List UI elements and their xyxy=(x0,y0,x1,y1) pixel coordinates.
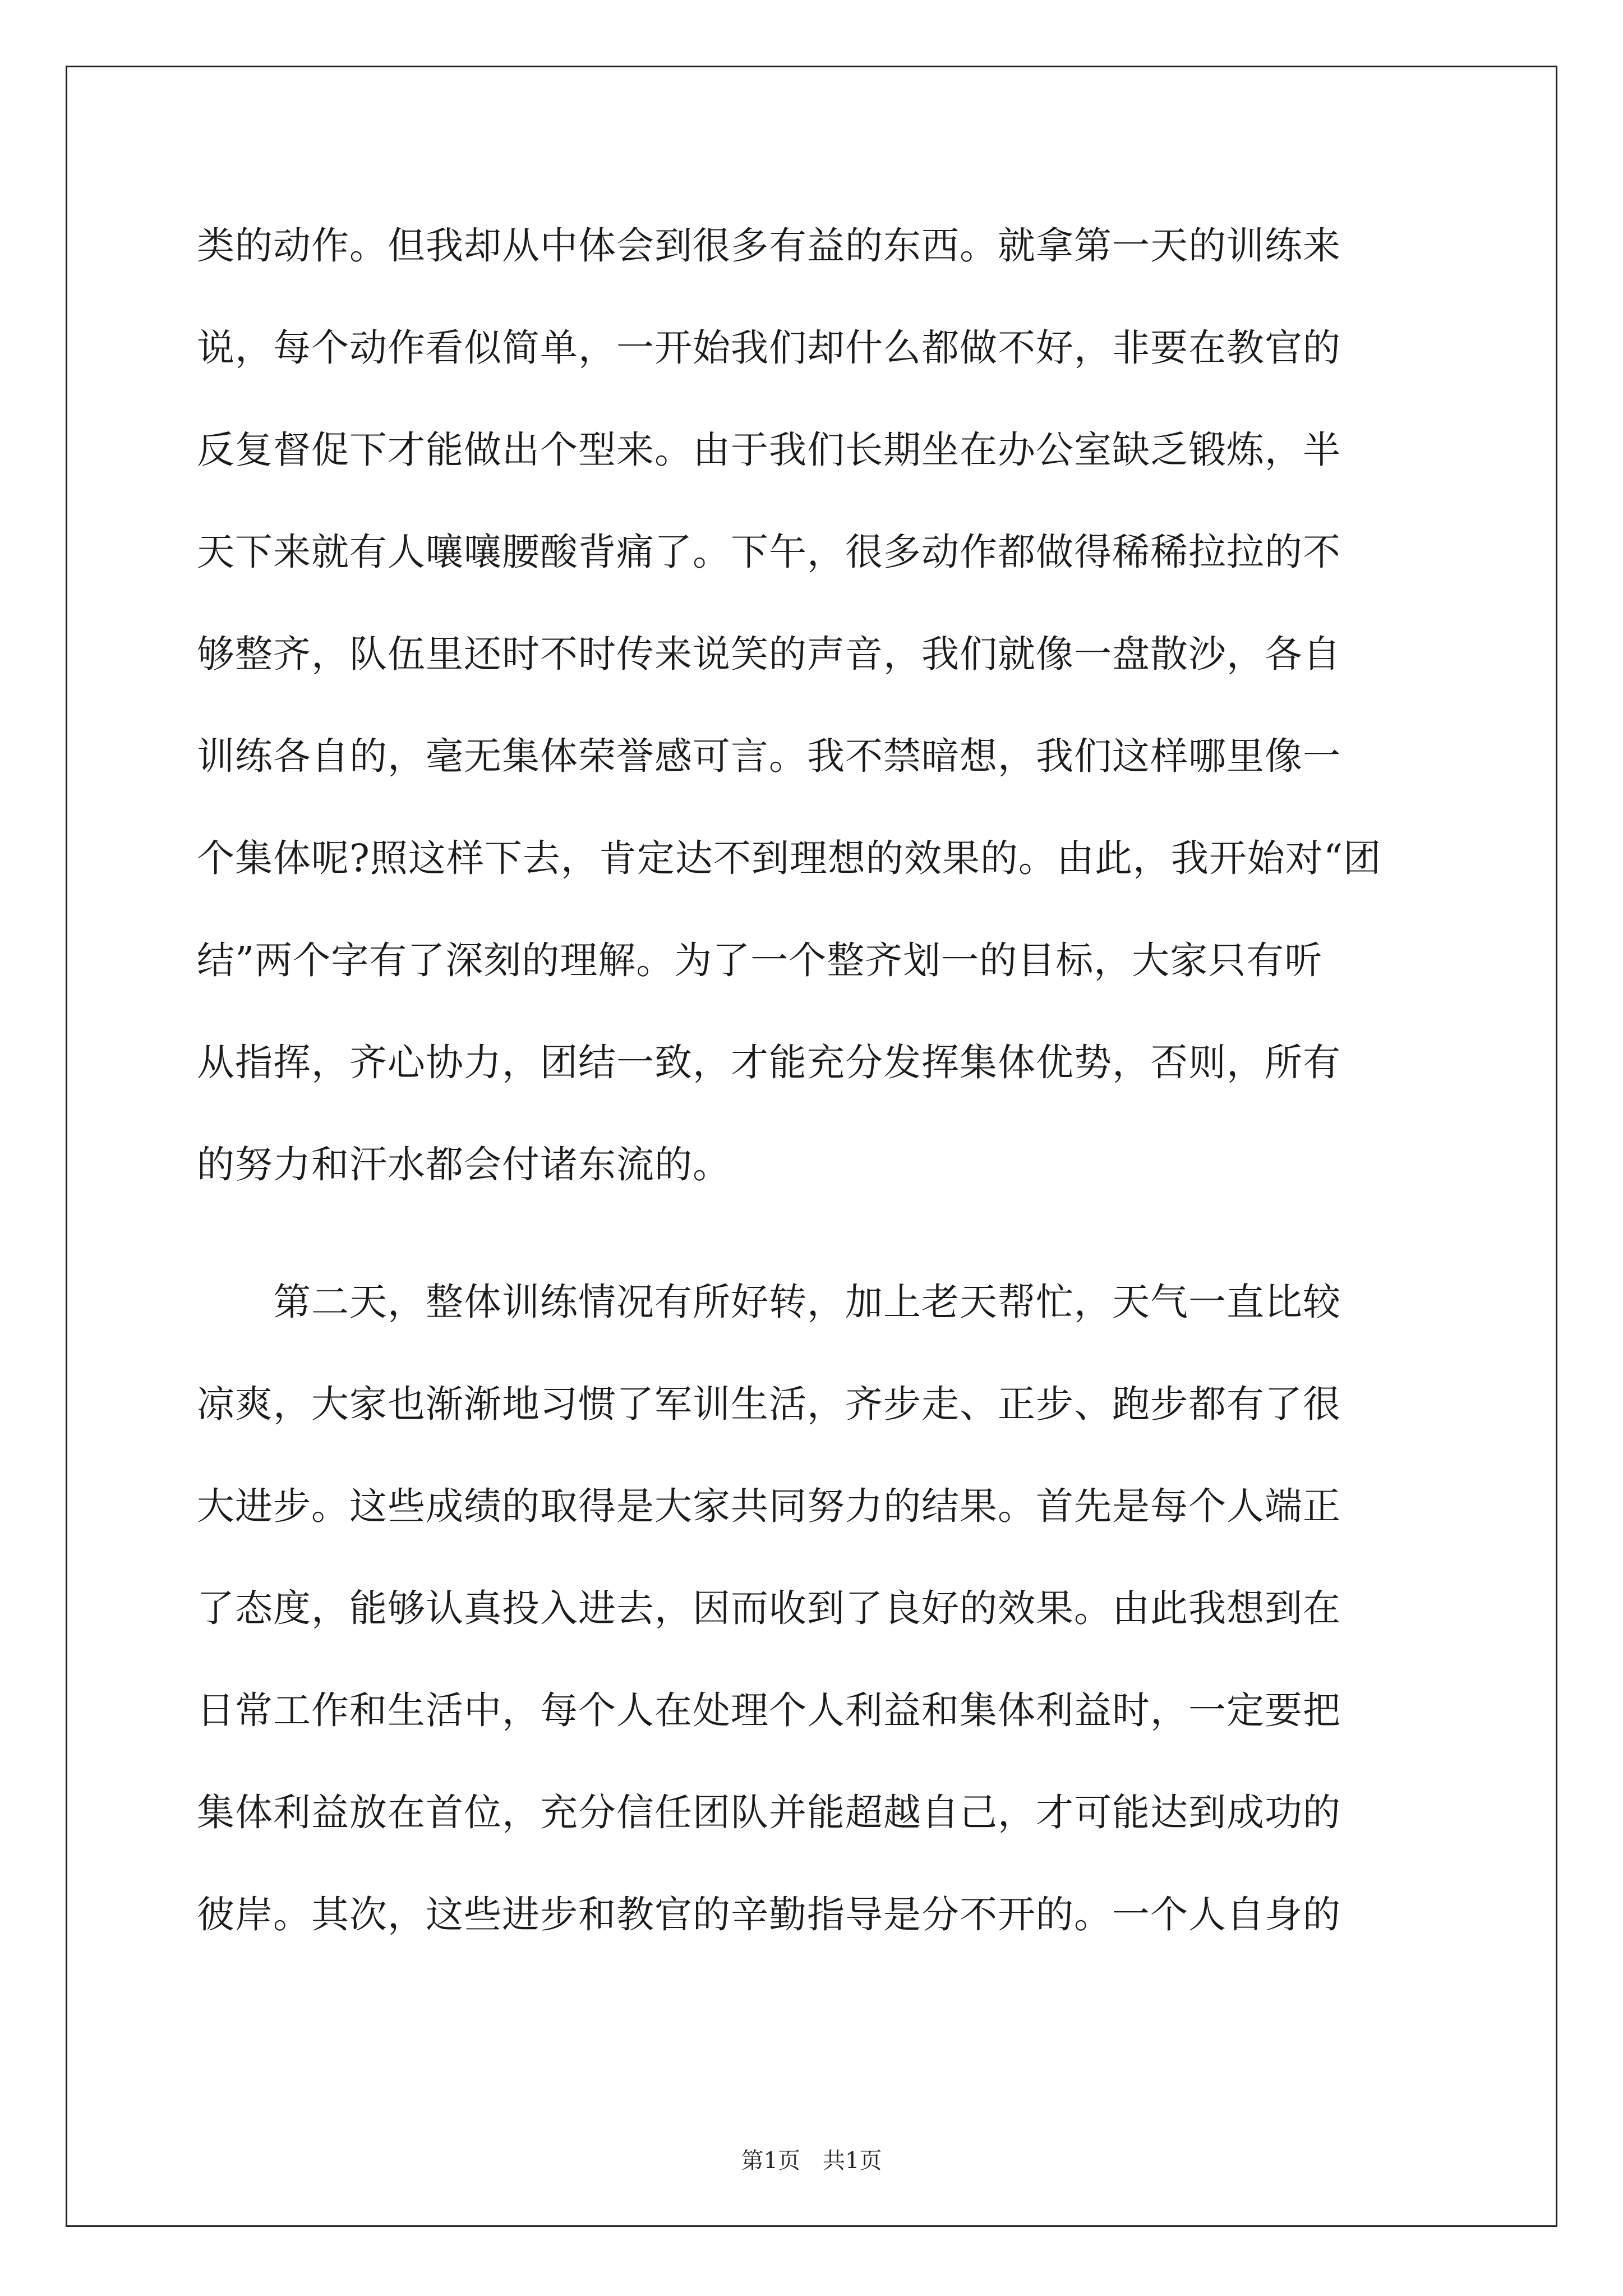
text-line: 日常工作和生活中，每个人在处理个人利益和集体利益时，一定要把 xyxy=(197,1688,1341,1732)
text-line: 第二天，整体训练情况有所好转，加上老天帮忙，天气一直比较 xyxy=(197,1280,1341,1324)
page-number-footer: 第1页 共1页 xyxy=(741,2148,882,2174)
text-line: 反复督促下才能做出个型来。由于我们长期坐在办公室缺乏锻炼，半 xyxy=(197,428,1341,472)
text-line: 够整齐，队伍里还时不时传来说笑的声音，我们就像一盘散沙，各自 xyxy=(197,632,1341,676)
text-line: 类的动作。但我却从中体会到很多有益的东西。就拿第一天的训练来 xyxy=(197,224,1341,268)
text-line: 天下来就有人嚷嚷腰酸背痛了。下午，很多动作都做得稀稀拉拉的不 xyxy=(197,530,1341,574)
text-line: 凉爽，大家也渐渐地习惯了军训生活，齐步走、正步、跑步都有了很 xyxy=(197,1382,1341,1426)
text-line: 说，每个动作看似简单，一开始我们却什么都做不好，非要在教官的 xyxy=(197,326,1341,370)
text-line: 了态度，能够认真投入进去，因而收到了良好的效果。由此我想到在 xyxy=(197,1586,1341,1630)
text-line: 集体利益放在首位，充分信任团队并能超越自己，才可能达到成功的 xyxy=(197,1791,1341,1834)
text-line: 彼岸。其次，这些进步和教官的辛勤指导是分不开的。一个人自身的 xyxy=(197,1893,1341,1936)
text-line: 大进步。这些成绩的取得是大家共同努力的结果。首先是每个人端正 xyxy=(197,1484,1341,1528)
text-line: 训练各自的，毫无集体荣誉感可言。我不禁暗想，我们这样哪里像一 xyxy=(197,734,1341,778)
text-line: 从指挥，齐心协力，团结一致，才能充分发挥集体优势，否则，所有 xyxy=(197,1041,1341,1084)
text-line: 个集体呢?照这样下去，肯定达不到理想的效果的。由此，我开始对“团 xyxy=(197,836,1382,880)
text-line: 的努力和汗水都会付诸东流的。 xyxy=(197,1143,731,1186)
text-line: 结”两个字有了深刻的理解。为了一个整齐划一的目标，大家只有听 xyxy=(197,938,1323,982)
